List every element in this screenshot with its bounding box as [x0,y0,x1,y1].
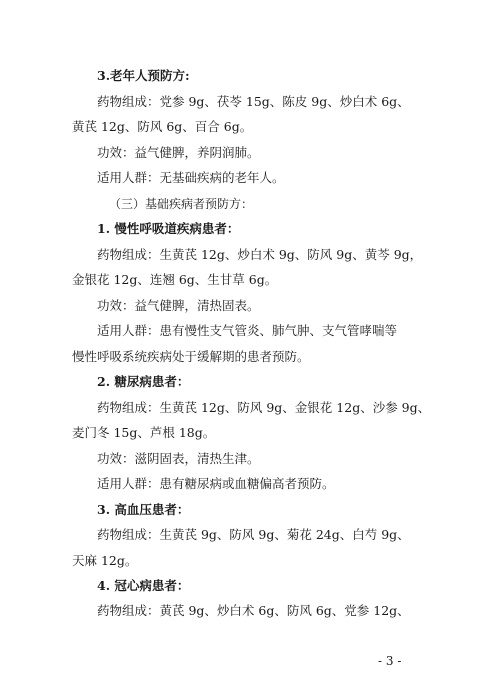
diabetes-ingredients-line-2: 麦门冬 15g、芦根 18g。 [72,425,216,440]
section-3-heading: （三）基础疾病者预防方： [109,196,254,211]
respiratory-heading: 1. 慢性呼吸道疾病患者： [97,221,240,236]
elderly-effect: 功效：益气健脾，养阴润肺。 [97,144,260,160]
diabetes-heading: 2. 糖尿病患者： [97,374,190,389]
hypertension-heading: 3. 高血压患者： [97,501,190,517]
page-number: - 3 - [378,654,402,668]
elderly-ingredients-line-2: 黄芪 12g、防风 6g、百合 6g。 [72,119,253,134]
respiratory-ingredients-line-2: 金银花 12g、连翘 6g、生甘草 6g。 [72,272,278,287]
respiratory-effect: 功效：益气健脾，清热固表。 [97,297,260,313]
diabetes-ingredients-line-1: 药物组成：生黄芪 12g、防风 9g、金银花 12g、沙参 9g、 [97,399,431,415]
coronary-ingredients-line-1: 药物组成：黄芪 9g、炒白术 6g、防风 6g、党参 12g、 [97,603,410,618]
respiratory-population-line-2: 慢性呼吸系统疾病处于缓解期的患者预防。 [72,348,310,364]
coronary-heading: 4. 冠心病患者： [97,578,190,593]
elderly-ingredients-line-1: 药物组成：党参 9g、茯苓 15g、陈皮 9g、炒白术 6g、 [97,93,410,109]
hypertension-ingredients-line-2: 天麻 12g。 [72,552,138,568]
hypertension-ingredients-line-1: 药物组成：生黄芪 9g、防风 9g、菊花 24g、白芍 9g、 [97,527,410,542]
elderly-heading: 3.老年人预防方: [97,68,190,83]
diabetes-population: 适用人群：患有糖尿病或血糖偏高者预防。 [97,476,335,491]
respiratory-ingredients-line-1: 药物组成：生黄芪 12g、炒白术 9g、防风 9g、黄芩 9g， [97,246,423,262]
diabetes-effect: 功效：滋阴固表，清热生津。 [97,450,260,466]
elderly-population: 适用人群：无基础疾病的老年人。 [97,170,285,185]
respiratory-population-line-1: 适用人群：患有慢性支气管炎、肺气肿、支气管哮喘等 [97,323,398,338]
